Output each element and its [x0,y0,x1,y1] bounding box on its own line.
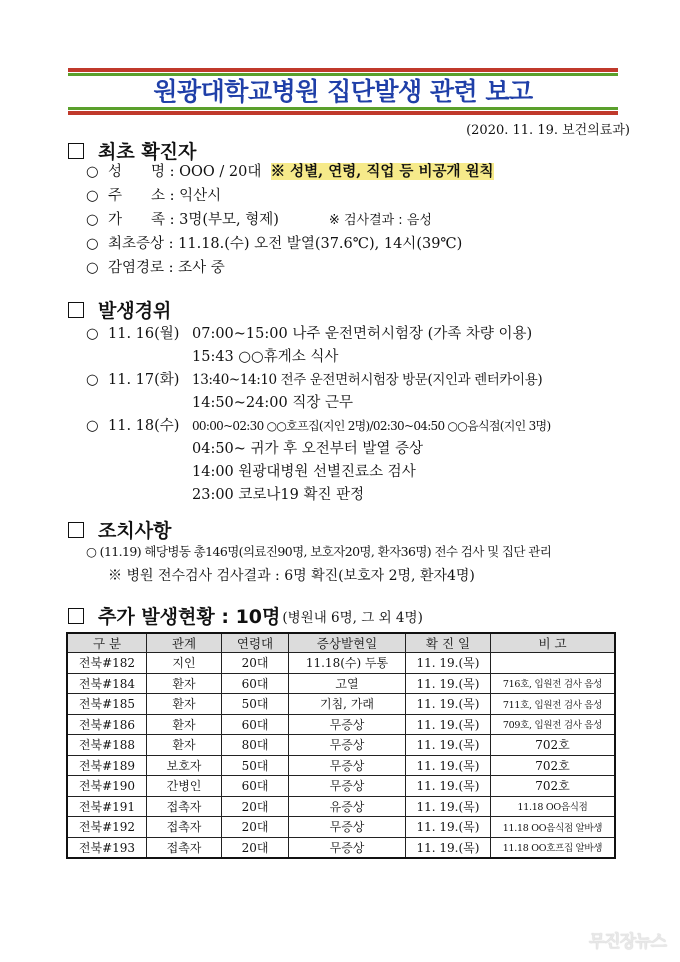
table-cell: 711호, 입원전 검사 음성 [491,694,616,715]
bullet-circle: ○ [86,188,99,204]
title-rule-green-bottom [68,107,618,110]
bullet-circle: ○ [86,164,99,180]
table-row [67,714,615,735]
table-cell: 전북#186 [67,714,147,735]
section-subheading: (병원내 6명, 그 외 4명) [282,609,423,626]
table-cell: 전북#190 [67,776,147,797]
section-actions [68,516,171,543]
case-name-row [86,162,494,182]
table-cell: 50대 [222,755,289,776]
test-result-note: ※ 검사결과 : 음성 [328,213,432,228]
action-line: ○ (11.19) 해당병동 총146명(의료진90명, 보호자20명, 환자36명) 전수 검사 및 집단 관리 [86,544,552,559]
title-rule-red-top [68,68,618,72]
table-cell: 전북#193 [67,837,147,858]
table-row [67,694,615,715]
table-cell: 전북#184 [67,673,147,694]
case-symptom-row [86,234,462,254]
title-rule-red-bottom [68,111,618,115]
timeline-line: 07:00~15:00 나주 운전면허시험장 (가족 차량 이용) [192,326,533,342]
table-row [67,673,615,694]
table-cell: 무증상 [289,776,406,797]
section-additional-cases [68,602,423,629]
table-cell: 20대 [222,796,289,817]
checkbox-square-icon [68,522,84,538]
table-cell: 20대 [222,837,289,858]
table-cell: 11. 19.(목) [406,817,491,838]
watermark-logo: 무진장뉴스 [588,932,666,952]
section-heading: 추가 발생현황 : 10명 [98,606,281,628]
table-cell: 기침, 가래 [289,694,406,715]
timeline-line: 23:00 코로나19 확진 판정 [192,487,365,503]
table-cell: 무증상 [289,714,406,735]
table-cell: 무증상 [289,837,406,858]
case-address-row [86,186,221,206]
table-cell: 11. 19.(목) [406,837,491,858]
table-row [67,755,615,776]
table-row [67,735,615,756]
table-cell: 11.18 OO음식점 알바생 [491,817,616,838]
table-cell: 환자 [147,735,222,756]
bullet-circle: ○ [86,236,99,252]
timeline-line: 14:00 원광대병원 선별진료소 검사 [192,464,416,480]
checkbox-square-icon [68,143,84,159]
table-cell: 60대 [222,714,289,735]
row-value: : OOO / 20대 [169,164,262,180]
table-cell: 접촉자 [147,817,222,838]
column-header: 관계 [147,633,222,653]
timeline-line: 15:43 ○○휴게소 식사 [192,349,339,365]
table-cell: 전북#182 [67,653,147,674]
row-label: 최초증상 [108,236,165,252]
table-cell: 702호 [491,735,616,756]
table-cell: 유증상 [289,796,406,817]
table-cell: 11.18 OO호프집 알바생 [491,837,616,858]
timeline-date: 11. 18(수) [108,418,180,434]
checkbox-square-icon [68,302,84,318]
table-cell: 11. 19.(목) [406,755,491,776]
table-cell: 60대 [222,776,289,797]
row-value: : 익산시 [169,188,222,204]
table-cell: 보호자 [147,755,222,776]
table-cell: 환자 [147,694,222,715]
table-cell: 20대 [222,817,289,838]
table-cell: 702호 [491,776,616,797]
column-header: 확 진 일 [406,633,491,653]
table-cell: 무증상 [289,755,406,776]
table-cell: 전북#191 [67,796,147,817]
column-header: 구 분 [67,633,147,653]
table-cell: 전북#185 [67,694,147,715]
table-cell: 지인 [147,653,222,674]
table-row [67,817,615,838]
table-cell: 접촉자 [147,796,222,817]
row-label: 가 족 [108,212,166,228]
cases-table [66,632,616,859]
column-header: 연령대 [222,633,289,653]
row-label: 성 명 [108,164,166,180]
table-cell: 11. 19.(목) [406,673,491,694]
table-cell: 무증상 [289,817,406,838]
timeline-item [86,370,542,390]
section-heading: 발생경위 [98,300,172,322]
case-route-row [86,258,225,278]
action-result-note: ※ 병원 전수검사 검사결과 : 6명 확진(보호자 2명, 환자4명) [108,568,475,584]
table-cell: 11. 19.(목) [406,714,491,735]
table-cell [491,653,616,674]
table-cell: 11.18(수) 두통 [289,653,406,674]
timeline-line: 13:40~14:10 전주 운전면허시험장 방문(지인과 렌터카이용) [192,372,543,388]
row-label: 감염경로 [108,260,165,276]
section-first-case [68,137,196,164]
table-cell: 환자 [147,673,222,694]
table-header-row [67,633,615,653]
table-cell: 50대 [222,694,289,715]
page-title: 원광대학교병원 집단발생 관련 보고 [153,77,533,106]
bullet-circle: ○ [86,212,99,228]
table-cell: 11. 19.(목) [406,776,491,797]
table-cell: 환자 [147,714,222,735]
row-value: : 11.18.(수) 오전 발열(37.6℃), 14시(39℃) [168,236,463,252]
table-cell: 전북#188 [67,735,147,756]
table-cell: 20대 [222,653,289,674]
table-cell: 60대 [222,673,289,694]
table-cell: 709호, 입원전 검사 음성 [491,714,616,735]
table-cell: 11. 19.(목) [406,694,491,715]
table-cell: 간병인 [147,776,222,797]
row-label: 주 소 [108,188,166,204]
timeline-date: 11. 17(화) [108,372,180,388]
report-date: (2020. 11. 19. 보건의료과) [466,123,630,138]
table-cell: 702호 [491,755,616,776]
timeline-line: 04:50~ 귀가 후 오전부터 발열 증상 [192,441,424,457]
table-cell: 80대 [222,735,289,756]
column-header: 비 고 [491,633,616,653]
table-cell: 11. 19.(목) [406,653,491,674]
row-value: : 3명(부모, 형제) [169,212,279,228]
column-header: 증상발현일 [289,633,406,653]
table-row [67,653,615,674]
checkbox-square-icon [68,608,84,624]
row-value: : 조사 중 [168,260,225,276]
bullet-circle: ○ [86,418,99,434]
table-cell: 접촉자 [147,837,222,858]
bullet-circle: ○ [86,260,99,276]
section-heading: 조치사항 [98,520,172,542]
table-cell: 716호, 입원전 검사 음성 [491,673,616,694]
table-cell: 전북#192 [67,817,147,838]
privacy-note: ※ 성별, 연령, 직업 등 비공개 원칙 [270,163,494,180]
bullet-circle: ○ [86,326,99,342]
table-row [67,837,615,858]
timeline-line: 14:50~24:00 직장 근무 [192,395,353,411]
timeline-line: 00:00~02:30 ○○호프집(지인 2명)/02:30~04:50 ○○음식점(지인 3명) [192,419,551,433]
timeline-date: 11. 16(월) [108,326,180,342]
timeline-item [86,324,532,344]
table-row [67,796,615,817]
timeline-item [86,416,550,436]
table-cell: 11. 19.(목) [406,735,491,756]
table-cell: 무증상 [289,735,406,756]
table-cell: 11. 19.(목) [406,796,491,817]
table-cell: 고열 [289,673,406,694]
table-cell: 11.18 OO음식점 [491,796,616,817]
section-heading: 최초 확진자 [98,141,197,163]
bullet-circle: ○ [86,372,99,388]
section-timeline [68,296,171,323]
table-row [67,776,615,797]
case-family-row [86,210,432,231]
table-cell: 전북#189 [67,755,147,776]
